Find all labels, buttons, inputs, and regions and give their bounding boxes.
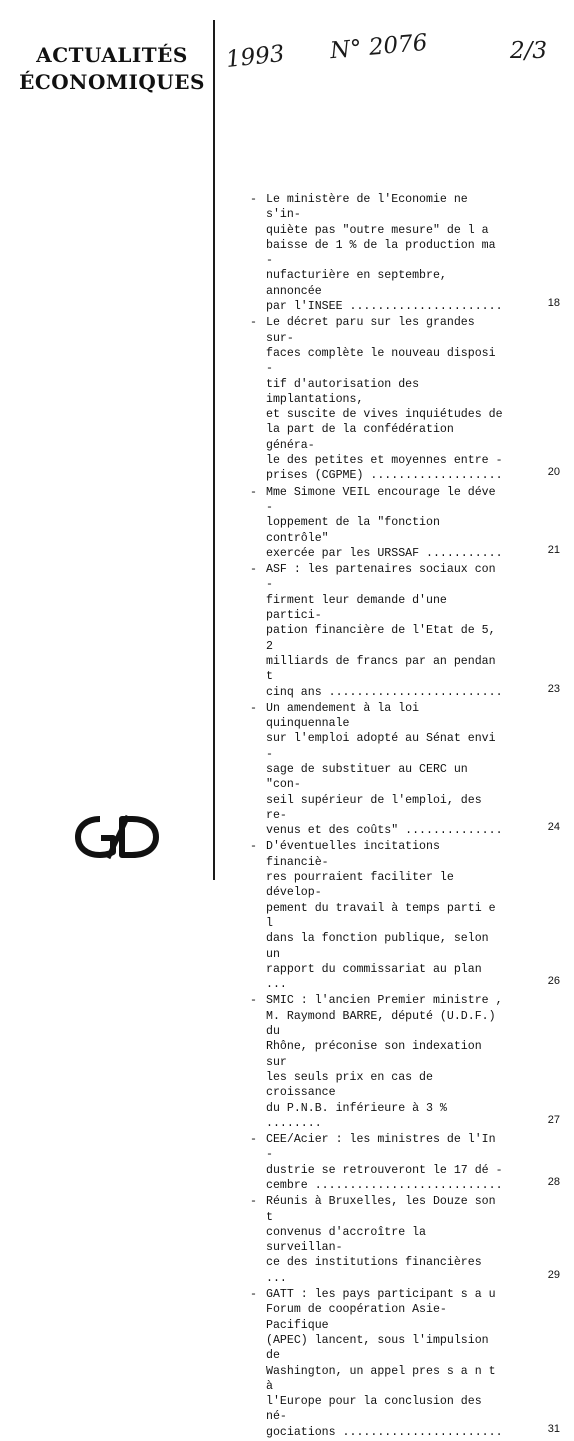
toc-entry xyxy=(250,192,560,314)
toc-entry xyxy=(250,839,560,992)
toc-page-number: 26 xyxy=(547,975,560,988)
toc-page-number: 18 xyxy=(547,297,560,310)
toc-entry xyxy=(250,1287,560,1440)
toc-entry-text: D'éventuelles incitations financiè- res pourraient faciliter le dévelop- pement du travail à temps parti e l dans la fonction publique, selon un rapport du commissariat au plan ... xyxy=(266,840,496,992)
publication-title-line-2: ÉCONOMIQUES xyxy=(19,70,205,94)
toc-page-number: 27 xyxy=(547,1113,560,1126)
toc-entry-text: SMIC : l'ancien Premier ministre , M. Raymond BARRE, député (U.D.F.) du Rhône, préconise son indexation sur les seuls prix en cas de croissance du P.N.B. inférieure à 3 % ........ xyxy=(266,994,503,1130)
table-of-contents xyxy=(250,192,560,1441)
toc-entry-text: CEE/Acier : les ministres de l'In - dustrie se retrouveront le 17 dé - cembre ........................... xyxy=(266,1133,503,1192)
bullet-dash: - xyxy=(250,1133,257,1147)
bullet-dash: - xyxy=(250,193,257,206)
toc-page-number: 23 xyxy=(547,682,560,695)
toc-page-number: 20 xyxy=(547,466,560,479)
gd-logo-icon xyxy=(70,812,164,862)
vertical-divider xyxy=(213,20,215,880)
publication-title-line-1: ACTUALITÉS xyxy=(36,43,188,67)
bullet-dash: - xyxy=(250,1288,257,1302)
toc-entry xyxy=(250,1194,560,1286)
toc-page-number: 29 xyxy=(547,1268,560,1281)
handwritten-year: 1993 xyxy=(224,41,286,73)
toc-entry xyxy=(250,701,560,839)
bullet-dash: - xyxy=(250,316,257,330)
toc-entry-text: Le décret paru sur les grandes sur- faces complète le nouveau disposi - tif d'autorisation des implantations, et suscite de vives inquiétudes de la part de la confédération généra- le des petites et moyennes entre - prises (CGPME) ................... xyxy=(266,316,503,483)
toc-entry-text: GATT : les pays participant s a u Forum de coopération Asie-Pacifique (APEC) lancent, sous l'impulsion de Washington, un appel pres s a n t à l'Europe pour la conclusion des né- gociations ....................... xyxy=(266,1288,503,1439)
handwritten-page-marker: 2/3 xyxy=(510,38,548,64)
bullet-dash: - xyxy=(250,1195,257,1209)
toc-entry-text: Réunis à Bruxelles, les Douze son t convenus d'accroître la surveillan- ce des institutions financières ... xyxy=(266,1195,496,1285)
bullet-dash: - xyxy=(250,485,257,499)
bullet-dash: - xyxy=(250,701,257,715)
toc-entry xyxy=(250,1132,560,1193)
toc-entry-text: Le ministère de l'Economie ne s'in- quiète pas "outre mesure" de l a baisse de 1 % de la production ma - nufacturière en septembre, annoncée par l'INSEE ...................... xyxy=(266,193,503,314)
toc-page-number: 28 xyxy=(547,1176,560,1188)
toc-entry xyxy=(250,993,560,1131)
toc-entry-text: ASF : les partenaires sociaux con - firment leur demande d'une partici- pation financière de l'Etat de 5, 2 milliards de francs par an pendan t cinq ans ......................... xyxy=(266,563,503,699)
toc-page-number: 21 xyxy=(547,543,560,556)
toc-page-number: 31 xyxy=(547,1422,560,1435)
toc-entry xyxy=(250,562,560,700)
toc-entry xyxy=(250,485,560,561)
toc-entry-text: Un amendement à la loi quinquennale sur l'emploi adopté au Sénat envi - sage de substituer au CERC un "con- seil supérieur de l'emploi, des re- venus et des coûts" .............. xyxy=(266,701,503,838)
publication-title xyxy=(18,42,206,96)
toc-entry xyxy=(250,315,560,483)
bullet-dash: - xyxy=(250,563,257,577)
bullet-dash: - xyxy=(250,840,257,854)
handwritten-issue-number: N° 2076 xyxy=(329,29,429,65)
bullet-dash: - xyxy=(250,994,257,1008)
toc-entry-text: Mme Simone VEIL encourage le déve - loppement de la "fonction contrôle" exercée par les URSSAF ........... xyxy=(266,485,503,560)
toc-page-number: 24 xyxy=(547,821,560,834)
